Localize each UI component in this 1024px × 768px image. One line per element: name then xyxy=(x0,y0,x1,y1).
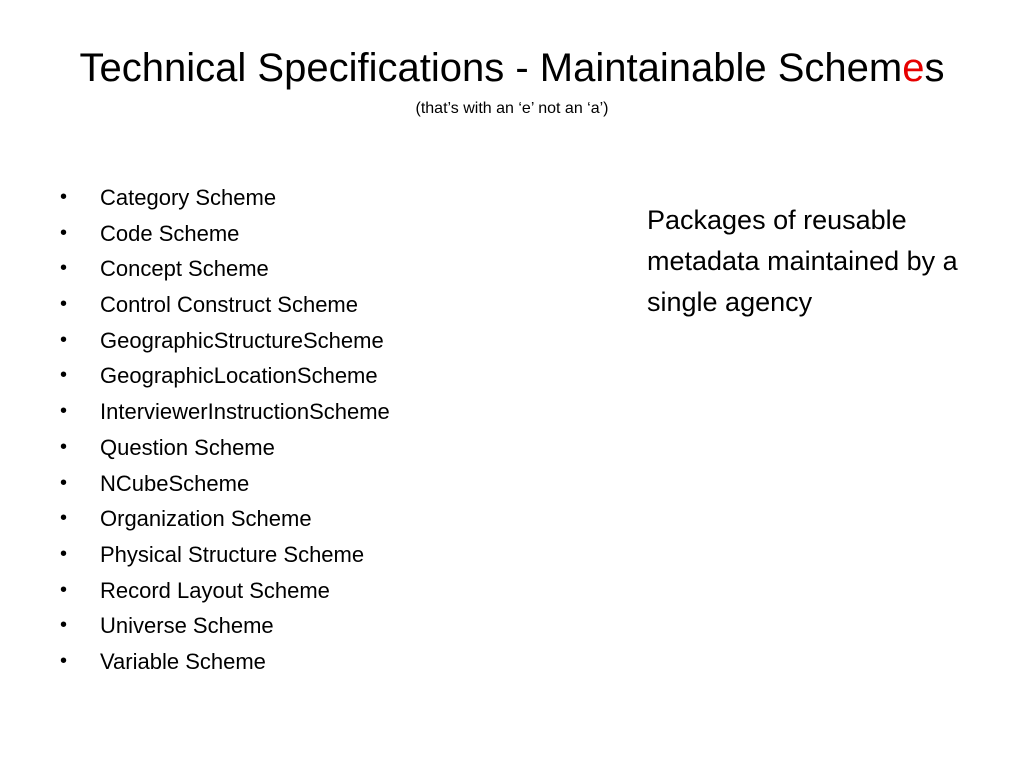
list-item-label: NCubeScheme xyxy=(100,470,250,496)
list-item-label: Category Scheme xyxy=(100,185,277,210)
list-item xyxy=(60,251,390,287)
list-item-label: Code Scheme xyxy=(100,220,240,246)
list-item xyxy=(60,430,390,466)
list-item xyxy=(60,537,390,573)
list-item xyxy=(60,394,390,430)
bullet-icon: • xyxy=(60,364,68,387)
list-item xyxy=(60,573,390,609)
list-item-label: Variable Scheme xyxy=(100,648,266,674)
list-item xyxy=(60,180,390,216)
list-item-label: GeographicStructureScheme xyxy=(100,327,384,353)
title-highlight-letter: e xyxy=(902,46,925,90)
bullet-icon: • xyxy=(60,186,68,208)
bullet-icon: • xyxy=(60,221,68,244)
list-item-label: Universe Scheme xyxy=(100,613,274,639)
list-item xyxy=(60,323,390,359)
list-item xyxy=(60,644,390,680)
list-item-label: Concept Scheme xyxy=(100,256,269,282)
title-text-start: Technical Specifications - Maintainable Schem xyxy=(79,46,903,90)
slide-title xyxy=(0,44,1024,92)
slide-subtitle: (that’s with an ‘e’ not an ‘a’) xyxy=(415,100,609,117)
list-item-label: Record Layout Scheme xyxy=(100,577,330,603)
list-item xyxy=(60,466,390,502)
list-item xyxy=(60,216,390,252)
list-item xyxy=(60,287,390,323)
bullet-icon: • xyxy=(60,257,68,280)
title-text-end: s xyxy=(924,46,945,90)
bullet-icon: • xyxy=(60,400,68,423)
bullet-icon: • xyxy=(60,578,68,601)
bullet-icon: • xyxy=(60,542,68,565)
list-item-label: Control Construct Scheme xyxy=(100,292,358,318)
scheme-list xyxy=(60,180,390,680)
list-item xyxy=(60,501,390,537)
list-item-label: Question Scheme xyxy=(100,434,275,460)
side-note: Packages of reusable metadata maintained by a single agency xyxy=(647,205,958,317)
list-item xyxy=(60,608,390,644)
bullet-icon: • xyxy=(60,507,68,530)
bullet-icon: • xyxy=(60,614,68,637)
list-item-label: Physical Structure Scheme xyxy=(100,541,365,567)
list-item xyxy=(60,358,390,394)
bullet-icon: • xyxy=(60,435,68,458)
bullet-icon: • xyxy=(60,328,68,351)
bullet-icon: • xyxy=(60,293,68,316)
bullet-icon: • xyxy=(60,649,68,672)
list-item-label: GeographicLocationScheme xyxy=(100,363,378,389)
list-item-label: Organization Scheme xyxy=(100,506,312,532)
bullet-icon: • xyxy=(60,471,68,494)
list-item-label: InterviewerInstructionScheme xyxy=(100,399,390,425)
